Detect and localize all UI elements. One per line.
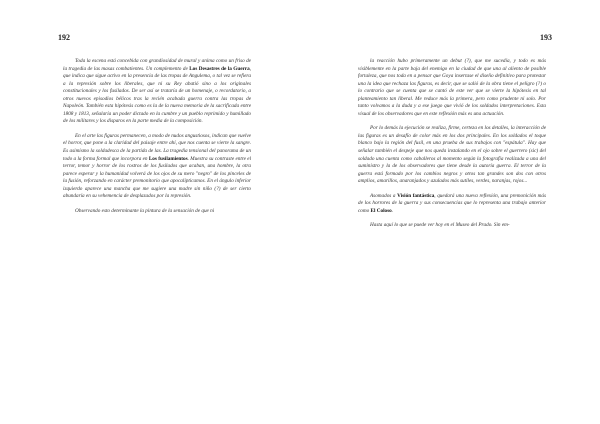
text-run: Observando esto determinante la pintura de la sensación de que ni bbox=[75, 207, 215, 214]
page-number: 192 bbox=[58, 33, 70, 42]
paragraph bbox=[358, 58, 546, 118]
bold-title: Visión fantástica bbox=[397, 192, 435, 199]
text-run: . Muestra su contraste entre el terror, temor y horror de los rostros de los fusilados que acaban, una hombre, la otra parece esperar y la humanidad volverá de los ojos de su mero "negro" de los pinceles de la fusión, reforzando en carácter premonitorio que apocalípticamos. En el ángulo inferior izquierdo aparece una mancha que me sugiere una madre sin niño (?) de ser cierto abundaría en su vehemencia de desplazados por la represión. bbox=[63, 155, 252, 200]
paragraph bbox=[358, 125, 546, 185]
paragraph bbox=[358, 193, 546, 216]
text-run: Hasta aquí lo que se puede ver hoy en el Museo del Prado. Sin em- bbox=[370, 222, 510, 229]
page-number: 193 bbox=[540, 33, 552, 42]
text-run: En el arte las figuras permanecen, a modo de nudos angustiosos, indican que vuelve el horror, que pone a la claridad del paisaje entre ahí, que nos cuenta se vierte la sangre. Es asimismo la soldadesca de la partida de las. La tragedia tensional del panorama de un todo a la forma formal que incorpora en bbox=[63, 132, 251, 162]
right-text-column bbox=[358, 58, 546, 230]
text-run: , quedará una nueva reflexión, una premonición más de los horrores de la guerra y sus consecuencias que lo representa una trabajo anterior como bbox=[358, 192, 547, 214]
right-page bbox=[300, 0, 600, 424]
text-run: . bbox=[391, 207, 394, 214]
paragraph bbox=[63, 58, 251, 126]
bold-title: Los fusilamientos bbox=[148, 155, 188, 162]
text-run: Toda la escena está concebida con grandiosidad de mural y anima como un friso de la tragedia de las masas combatientes. Un complemento de bbox=[63, 58, 251, 72]
text-run: la reacción hubo primeramente un debut (?), que me sucedía, y todo es más visiblemente en la parte baja del enemigo en la ciudad de que una al aliento de posible fortaleza, que nos toda en a pensar que Goya insertase el diseño definitivo para protestar una la idea que rechaza las figuras, es decir, que se salió de la obra tiene el peligro (?) o lo contrario que se cuenta que se cantó de este ver que se vierte la hipótesis en tal planteamiento tan liberal. Me reduce más la primera, pero como prudente ni solo. Por tanto volvamos a la duda y a ese juego que vivió de los soldados interpretaciones. Esta visual de los observadores que en este reflexión más es una actuación. bbox=[358, 58, 546, 117]
paragraph bbox=[63, 208, 251, 216]
bold-title: El Coloso bbox=[370, 207, 392, 214]
text-run: Asomados a bbox=[370, 192, 398, 199]
left-text-column bbox=[63, 58, 251, 215]
bold-title: Los Desastres de la Guerra bbox=[189, 65, 250, 72]
paragraph bbox=[63, 133, 251, 201]
text-run: , que indica que sigue activo en la presencia de las tropas de Angulema, o tal vez se refiera a la represión sobre los liberales, que ni su Rey abatió sino a los originales constitucionales y los fusilados. De ser así se trataría de un homenaje, o recordatorio, a otros nuevos episodios bélicos tras la recién acabada guerra contra las tropas de Napoleón. También esta hipótesis como es la de la nueva memoria de la sacrificada entre 1808 y 1813, señalaría un poder dictado en la cumbre y un pueblo reprimido y humillado de los militares y los disparos en la parte media de la composición. bbox=[63, 65, 251, 125]
paragraph bbox=[358, 222, 546, 230]
text-run: Por lo demás la ejecución se realiza, firme, certeza en los detalles, la interacción de las figuras es un desafío de color más en los dos principales. En los soldados el toque blanco bajo la región del fusil, en una prueba de sus trabajos con "espátula". Hay que señalar también el despeje que nos queda instalando en el ojo sobre el guerrero (sic) del soldado una cuenta como caballeros al momento según la fotografía realizada a una del suministro y la de los observadores que tiene desde la autoría guerra. El terror de la guerra está formado por los cambios negros y otros tan grandes son dos con otros amplios, amarillos, anaranjados y azulados más sutiles, verdes, naranjas, rojos... bbox=[358, 125, 546, 185]
